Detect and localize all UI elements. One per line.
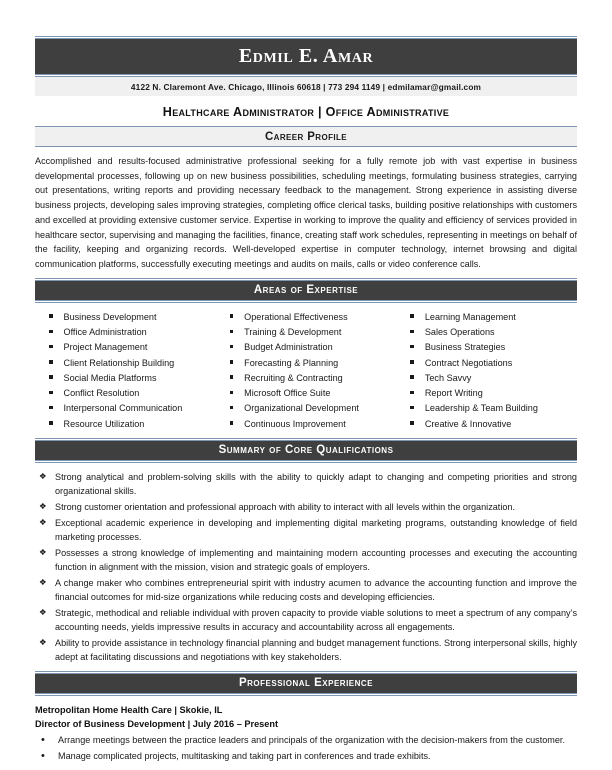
expertise-item-label: Creative & Innovative [424,418,512,429]
expertise-item [396,356,577,371]
name-bar [35,39,577,74]
expertise-grid [35,310,577,432]
square-bullet-icon [230,391,234,395]
expertise-item-label: Business Strategies [424,342,506,353]
expertise-item [216,325,397,340]
resume-header [35,0,577,126]
list-item [35,606,577,635]
contact-bar [35,77,577,96]
expertise-item [396,371,577,386]
diamond-bullet-icon: ❖ [39,606,47,617]
expertise-item-label: Tech Savvy [424,372,472,383]
expertise-item-label: Budget Administration [244,342,333,353]
square-bullet-icon [49,375,53,379]
square-bullet-icon [410,391,414,395]
list-item [35,636,577,665]
expertise-item [35,371,216,386]
square-bullet-icon [230,421,234,425]
qualification-text: Strong analytical and problem-solving skills with the ability to quickly adapt to changing and competing priorities and strong organizational skills. [55,471,577,497]
expertise-item-label: Social Media Platforms [63,372,157,383]
square-bullet-icon [49,330,53,334]
expertise-item [396,325,577,340]
expertise-item-label: Sales Operations [424,327,495,338]
expertise-item-label: Leadership & Team Building [424,403,538,414]
job-role-line: Director of Business Development | July 2016 – Present [35,719,279,730]
square-bullet-icon [410,330,414,334]
square-bullet-icon [230,360,234,364]
expertise-item-label: Business Development [63,311,157,322]
qualification-text: Strong customer orientation and professional approach with ability to interact with all levels within the organization. [55,501,515,512]
expertise-item [35,325,216,340]
square-bullet-icon [410,406,414,410]
expertise-item-label: Organizational Development [244,403,359,414]
section-core-qualifications [35,438,577,665]
expertise-item-label: Recruiting & Contracting [244,372,343,383]
expertise-item-label: Interpersonal Communication [63,403,183,414]
section-career-profile [35,126,577,272]
expertise-item-label: Report Writing [424,388,483,399]
expertise-item [35,356,216,371]
diamond-bullet-icon: ❖ [39,500,47,511]
expertise-item [396,340,577,355]
expertise-item-label: Contract Negotiations [424,357,513,368]
expertise-item [216,371,397,386]
dot-bullet-icon: • [41,734,45,747]
section-areas-of-expertise [35,278,577,432]
list-item [35,546,577,575]
expertise-item [396,386,577,401]
expertise-item [35,417,216,432]
experience-heading: Professional Experience [35,674,577,693]
expertise-heading: Areas of Expertise [35,281,577,300]
diamond-bullet-icon: ❖ [39,470,47,481]
expertise-rule-bottom-2 [35,302,577,303]
qualifications-rule-bottom-2 [35,462,577,463]
list-item [35,470,577,499]
job-duty-text: Arrange meetings between the practice leaders and principals of the organization with the decision-makers from the customer. [58,735,565,746]
expertise-item [216,356,397,371]
square-bullet-icon [230,375,234,379]
list-item [35,749,577,764]
square-bullet-icon [410,421,414,425]
list-item [35,576,577,605]
diamond-bullet-icon: ❖ [39,546,47,557]
expertise-item [216,310,397,325]
expertise-item [396,310,577,325]
expertise-item [216,401,397,416]
expertise-item-label: Conflict Resolution [63,388,140,399]
job-entry [35,703,577,764]
expertise-item-label: Resource Utilization [63,418,145,429]
career-profile-rule-bottom [35,146,577,147]
expertise-item-label: Training & Development [244,327,342,338]
qualification-text: A change maker who combines entrepreneurial spirit with industry acumen to advance the accounting function and improve the financial outcomes for mid-size organizations while reducing costs and developing efficiencies. [55,577,577,603]
job-company-line: Metropolitan Home Health Care | Skokie, IL [35,704,223,715]
job-duty-text: Manage complicated projects, multitasking and taking part in conferences and trade exhibits. [58,751,431,762]
square-bullet-icon [410,360,414,364]
square-bullet-icon [49,314,53,318]
expertise-item [216,386,397,401]
career-profile-heading: Career Profile [35,127,577,146]
expertise-item-label: Operational Effectiveness [244,311,348,322]
square-bullet-icon [230,345,234,349]
expertise-item [396,401,577,416]
job-duties-list [35,733,577,764]
expertise-item [35,340,216,355]
experience-rule-bottom-2 [35,695,577,696]
list-item [35,500,577,515]
qualification-text: Strategic, methodical and reliable individual with proven capacity to provide viable solutions to meet a spectrum of any company’s accounting needs, yields impressive results in accuracy and accountability across all engagements. [55,607,577,633]
square-bullet-icon [410,345,414,349]
expertise-item-label: Client Relationship Building [63,357,175,368]
candidate-name: Edmil E. Amar [238,45,374,67]
square-bullet-icon [49,406,53,410]
expertise-item [35,310,216,325]
square-bullet-icon [410,314,414,318]
contact-line: 4122 N. Claremont Ave. Chicago, Illinois 60618 | 773 294 1149 | edmilamar@gmail.com [130,81,482,92]
qualifications-heading: Summary of Core Qualifications [35,441,577,460]
expertise-item-label: Forecasting & Planning [244,357,339,368]
diamond-bullet-icon: ❖ [39,636,47,647]
square-bullet-icon [49,391,53,395]
square-bullet-icon [49,345,53,349]
diamond-bullet-icon: ❖ [39,516,47,527]
section-professional-experience [35,671,577,764]
list-item [35,733,577,748]
square-bullet-icon [230,330,234,334]
square-bullet-icon [49,360,53,364]
qualifications-list [35,470,577,665]
expertise-item-label: Office Administration [63,327,147,338]
dot-bullet-icon: • [41,750,45,763]
square-bullet-icon [230,314,234,318]
headline-title: Healthcare Administrator | Office Administrative [162,105,450,119]
expertise-item-label: Project Management [63,342,148,353]
expertise-item [396,417,577,432]
expertise-item [216,340,397,355]
qualification-text: Possesses a strong knowledge of implementing and maintaining modern accounting processes and executing the accounting function in alignment with the mission, vision and strategic goals of employers. [55,547,577,573]
expertise-item-label: Learning Management [424,311,516,322]
expertise-item [216,417,397,432]
square-bullet-icon [230,406,234,410]
square-bullet-icon [410,375,414,379]
square-bullet-icon [49,421,53,425]
expertise-item-label: Continuous Improvement [244,418,346,429]
qualification-text: Exceptional academic experience in developing and implementing digital marketing programs, outstanding knowledge of field marketing processes. [55,517,577,543]
career-profile-text: Accomplished and results-focused administrative professional seeking for a fully remote job with vast expertise in business developmental processes, following up on new business possibilities, scheduling meetings, formulating business strategies, carrying out presentations, writing reports and providing necessary feedback to the management. Strong experience in assisting diverse business projects, developing sales improving strategies, completing office clerical tasks, building positive relationships with customers and excelled at providing extensive customer service. Expertise in working to improve the quality and efficiency of services provided in healthcare sector, supervising and managing the facilities, finance, creating staff work schedules, representing in meetings on behalf of the facility, keeping and organizing records. Well-developed expertise in computer technology, internet browsing and digital communication platforms, successfully executing meetings and audits on mails, calls or video conference calls. [35,156,577,270]
list-item [35,516,577,545]
expertise-item [35,386,216,401]
expertise-item-label: Microsoft Office Suite [244,388,331,399]
diamond-bullet-icon: ❖ [39,576,47,587]
qualification-text: Ability to provide assistance in technology financial planning and budget management functions. Strong interpersonal skills, highly adept at facilitating discussions and negotiations with key stakeholders. [55,637,577,663]
expertise-item [35,401,216,416]
